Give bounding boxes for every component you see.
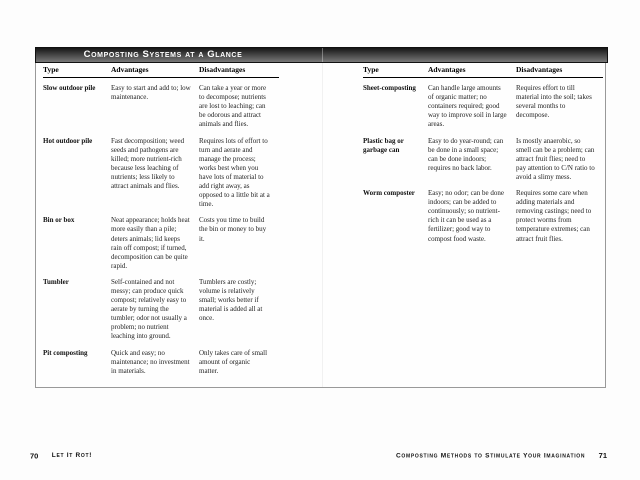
column-header-disadvantages: Disadvantages: [516, 65, 563, 74]
row-type-cell: Slow outdoor pile: [43, 84, 96, 93]
page-gutter-seam: [322, 48, 323, 387]
table-row: [43, 216, 279, 271]
row-disadvantages-cell: Requires lots of effort to turn and aerate and manage the process; works best when you have lots of material to add right away, as opposed to a little bit at a time.: [199, 136, 270, 209]
table-title: Composting Systems at a Glance: [83, 49, 243, 60]
table-header-row: [43, 65, 279, 78]
table-header-row: [363, 65, 603, 78]
column-header-type: Type: [43, 65, 59, 74]
table-row: [363, 84, 603, 129]
column-header-advantages: Advantages: [111, 65, 149, 74]
row-advantages-cell: Self-contained and not messy; can produce quick compost; relatively easy to aerate by turning the tumbler; odor not usually a problem; no nutrient leaching into ground.: [111, 277, 187, 341]
row-advantages-cell: Easy; no odor; can be done indoors; can be added to continuously; so nutrient-rich it can be used as a fertilizer; good way to compost food waste.: [428, 189, 505, 243]
page-number-left: 70: [30, 451, 39, 461]
column-header-advantages: Advantages: [428, 65, 466, 74]
row-type-cell: Worm composter: [363, 189, 415, 198]
row-disadvantages-cell: Requires effort to till material into the soil; takes several months to decompose.: [516, 84, 592, 120]
row-type-cell: Bin or box: [43, 216, 75, 225]
row-disadvantages-cell: Tumblers are costly; volume is relatively small; works better if material is added all at once.: [199, 277, 263, 323]
running-title-right: Composting Methods to Stimulate Your Imagination: [395, 452, 586, 460]
row-type-cell: Tumbler: [43, 277, 69, 286]
row-advantages-cell: Can handle large amounts of organic matter; no containers required; good way to improve soil in large areas.: [428, 84, 507, 129]
row-type-cell: Plastic bag or garbage can: [363, 136, 404, 154]
row-type-cell: Sheet-composting: [363, 84, 416, 93]
page-gutter-seam-highlight: [322, 48, 323, 62]
footer-right: [396, 447, 607, 465]
row-advantages-cell: Easy to start and add to; low maintenance.: [111, 84, 191, 102]
row-disadvantages-cell: Costs you time to build the bin or money to buy it.: [199, 216, 267, 243]
row-advantages-cell: Easy to do year-round; can be done in a small space; can be done indoors; requires no back labor.: [428, 136, 504, 172]
table-row: [43, 137, 279, 210]
page-number-right: 71: [598, 451, 607, 461]
column-header-type: Type: [363, 65, 379, 74]
table-rows: [43, 84, 279, 376]
row-type-cell: Pit composting: [43, 348, 88, 357]
table-row: [43, 278, 279, 342]
table-row: [43, 84, 279, 129]
row-disadvantages-cell: Only takes care of small amount of organic matter.: [199, 348, 268, 375]
row-advantages-cell: Quick and easy; no maintenance; no investment in materials.: [111, 348, 190, 375]
footer-left: [30, 447, 92, 465]
row-disadvantages-cell: Can take a year or more to decompose; nutrients are lost to leaching; can be odorous and attract animals and flies.: [199, 84, 267, 129]
row-type-cell: Hot outdoor pile: [43, 136, 93, 145]
row-advantages-cell: Fast decomposition; weed seeds and pathogens are killed; more nutrient-rich because less leaching of nutrients; less likely to attract animals and flies.: [111, 136, 185, 191]
row-disadvantages-cell: Is mostly anaerobic, so smell can be a problem; can attract fruit flies; need to pay attention to C/N ratio to avoid a slimy mess.: [516, 136, 595, 181]
row-advantages-cell: Neat appearance; holds heat more easily than a pile; deters animals; lid keeps rain off compost; if turned, decomposition can be quite rapid.: [111, 216, 190, 270]
column-header-disadvantages: Disadvantages: [199, 65, 246, 74]
table-rows: [363, 84, 603, 244]
table-right-page: [363, 65, 603, 244]
table-row: [363, 137, 603, 182]
table-row: [363, 189, 603, 244]
table-left-page: [43, 65, 279, 376]
composting-table-box: [35, 47, 606, 388]
running-title-left: Let It Rot!: [51, 452, 93, 460]
table-row: [43, 349, 279, 376]
row-disadvantages-cell: Requires some care when adding materials and removing castings; need to protect worms from temperature extremes; can attract fruit flies.: [516, 189, 592, 243]
